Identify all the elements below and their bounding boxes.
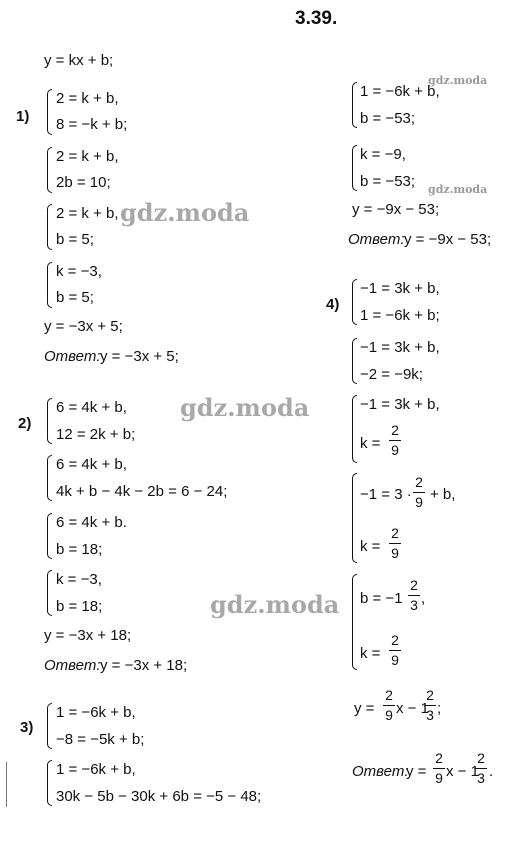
fraction-bar [389, 440, 401, 441]
system-brace [47, 204, 52, 250]
eq-line: b = 18; [56, 541, 103, 558]
answer-value: y = −3x + 18; [100, 657, 188, 674]
eq-line: b = −1 [360, 590, 403, 607]
fraction-numerator: 2 [385, 687, 393, 703]
eq-line: 4k + b − 4k − 2b = 6 − 24; [56, 483, 228, 500]
system-brace [352, 395, 357, 463]
eq-line: 2b = 10; [56, 174, 111, 191]
fraction-numerator: 2 [477, 750, 485, 766]
fraction-denominator: 9 [391, 545, 399, 561]
fraction-bar [389, 650, 401, 651]
fraction-denominator: 3 [477, 770, 485, 786]
eq-line: 1 = −6k + b, [360, 83, 440, 100]
fraction-denominator: 9 [435, 770, 443, 786]
fraction-denominator: 9 [415, 494, 423, 510]
result-equation: x − 1 [396, 700, 429, 717]
eq-line: 30k − 5b − 30k + 6b = −5 − 48; [56, 788, 262, 805]
fraction-numerator: 2 [426, 687, 434, 703]
fraction-bar [433, 768, 445, 769]
fraction-bar [424, 705, 436, 706]
eq-line: k = −9, [360, 146, 406, 163]
fraction-bar [389, 543, 401, 544]
eq-line: 1 = −6k + b, [56, 761, 136, 778]
eq-line: 2 = k + b, [56, 148, 119, 165]
watermark: gdz.moda [180, 393, 310, 422]
system-brace [47, 513, 52, 559]
fraction-numerator: 2 [410, 577, 418, 593]
answer-value: . [489, 763, 494, 780]
problem-4-number: 4) [326, 296, 340, 313]
system-brace [47, 760, 52, 806]
eq-line: −1 = 3k + b, [360, 339, 440, 356]
fraction-numerator: 2 [391, 525, 399, 541]
eq-line: b = 5; [56, 231, 94, 248]
fraction-denominator: 3 [410, 597, 418, 613]
watermark-small: gdz.moda [428, 74, 488, 87]
answer-value: y = [406, 763, 427, 780]
problem-3-number: 3) [20, 719, 34, 736]
problem-1-number: 1) [16, 108, 30, 125]
eq-line: k = [360, 435, 381, 452]
system-brace [352, 145, 357, 191]
result-equation: y = −9x − 53; [352, 201, 440, 218]
problem-2-number: 2) [18, 415, 32, 432]
margin-line [6, 762, 7, 807]
system-brace [47, 147, 52, 193]
eq-line: 1 = −6k + b; [360, 307, 440, 324]
system-brace [47, 398, 52, 444]
result-equation: ; [437, 700, 442, 717]
result-equation: y = [354, 700, 375, 717]
answer-label: Ответ: [44, 657, 101, 674]
fraction-bar [475, 768, 487, 769]
result-equation: y = −3x + 18; [44, 627, 132, 644]
eq-line: b = −53; [360, 110, 416, 127]
eq-line: −8 = −5k + b; [56, 731, 145, 748]
fraction-denominator: 9 [391, 652, 399, 668]
watermark-small: gdz.moda [428, 183, 488, 196]
system-brace [47, 703, 52, 749]
system-brace [352, 279, 357, 325]
fraction-bar [408, 595, 420, 596]
system-brace [47, 455, 52, 501]
eq-line: 12 = 2k + b; [56, 426, 136, 443]
eq-line: −1 = 3k + b, [360, 280, 440, 297]
answer-label: Ответ: [352, 763, 409, 780]
eq-line: b = 18; [56, 598, 103, 615]
eq-line: 1 = −6k + b, [56, 704, 136, 721]
system-brace [352, 574, 357, 670]
eq-line: + b, [430, 486, 456, 503]
eq-line: 6 = 4k + b, [56, 456, 127, 473]
answer-label: Ответ: [348, 231, 405, 248]
answer-value: x − 1 [446, 763, 479, 780]
answer-value: y = −3x + 5; [100, 348, 179, 365]
eq-line: k = −3, [56, 263, 102, 280]
eq-line: −2 = −9k; [360, 366, 423, 383]
eq-line: k = [360, 538, 381, 555]
eq-line: 6 = 4k + b. [56, 514, 127, 531]
system-brace [47, 570, 52, 616]
system-brace [47, 262, 52, 308]
eq-line: 2 = k + b, [56, 205, 119, 222]
answer-value: y = −9x − 53; [404, 231, 492, 248]
fraction-numerator: 2 [391, 422, 399, 438]
fraction-denominator: 9 [385, 707, 393, 723]
general-equation: y = kx + b; [44, 52, 114, 69]
fraction-numerator: 2 [391, 632, 399, 648]
watermark: gdz.moda [210, 590, 340, 619]
fraction-bar [383, 705, 395, 706]
eq-line: b = −53; [360, 173, 416, 190]
result-equation: y = −3x + 5; [44, 318, 123, 335]
eq-line: k = −3, [56, 571, 102, 588]
system-brace [352, 338, 357, 384]
eq-line: b = 5; [56, 289, 94, 306]
fraction-denominator: 3 [426, 707, 434, 723]
system-brace [352, 473, 357, 563]
page-title: 3.39. [295, 8, 338, 29]
fraction-denominator: 9 [391, 442, 399, 458]
system-brace [47, 89, 52, 135]
eq-line: 6 = 4k + b, [56, 399, 127, 416]
eq-line: −1 = 3 · [360, 486, 412, 503]
watermark: gdz.moda [120, 198, 250, 227]
fraction-bar [413, 492, 425, 493]
answer-label: Ответ: [44, 348, 101, 365]
eq-line: 8 = −k + b; [56, 116, 128, 133]
system-brace [352, 82, 357, 128]
fraction-numerator: 2 [415, 474, 423, 490]
eq-line: , [421, 590, 426, 607]
eq-line: k = [360, 645, 381, 662]
eq-line: −1 = 3k + b, [360, 396, 440, 413]
eq-line: 2 = k + b, [56, 90, 119, 107]
fraction-numerator: 2 [435, 750, 443, 766]
